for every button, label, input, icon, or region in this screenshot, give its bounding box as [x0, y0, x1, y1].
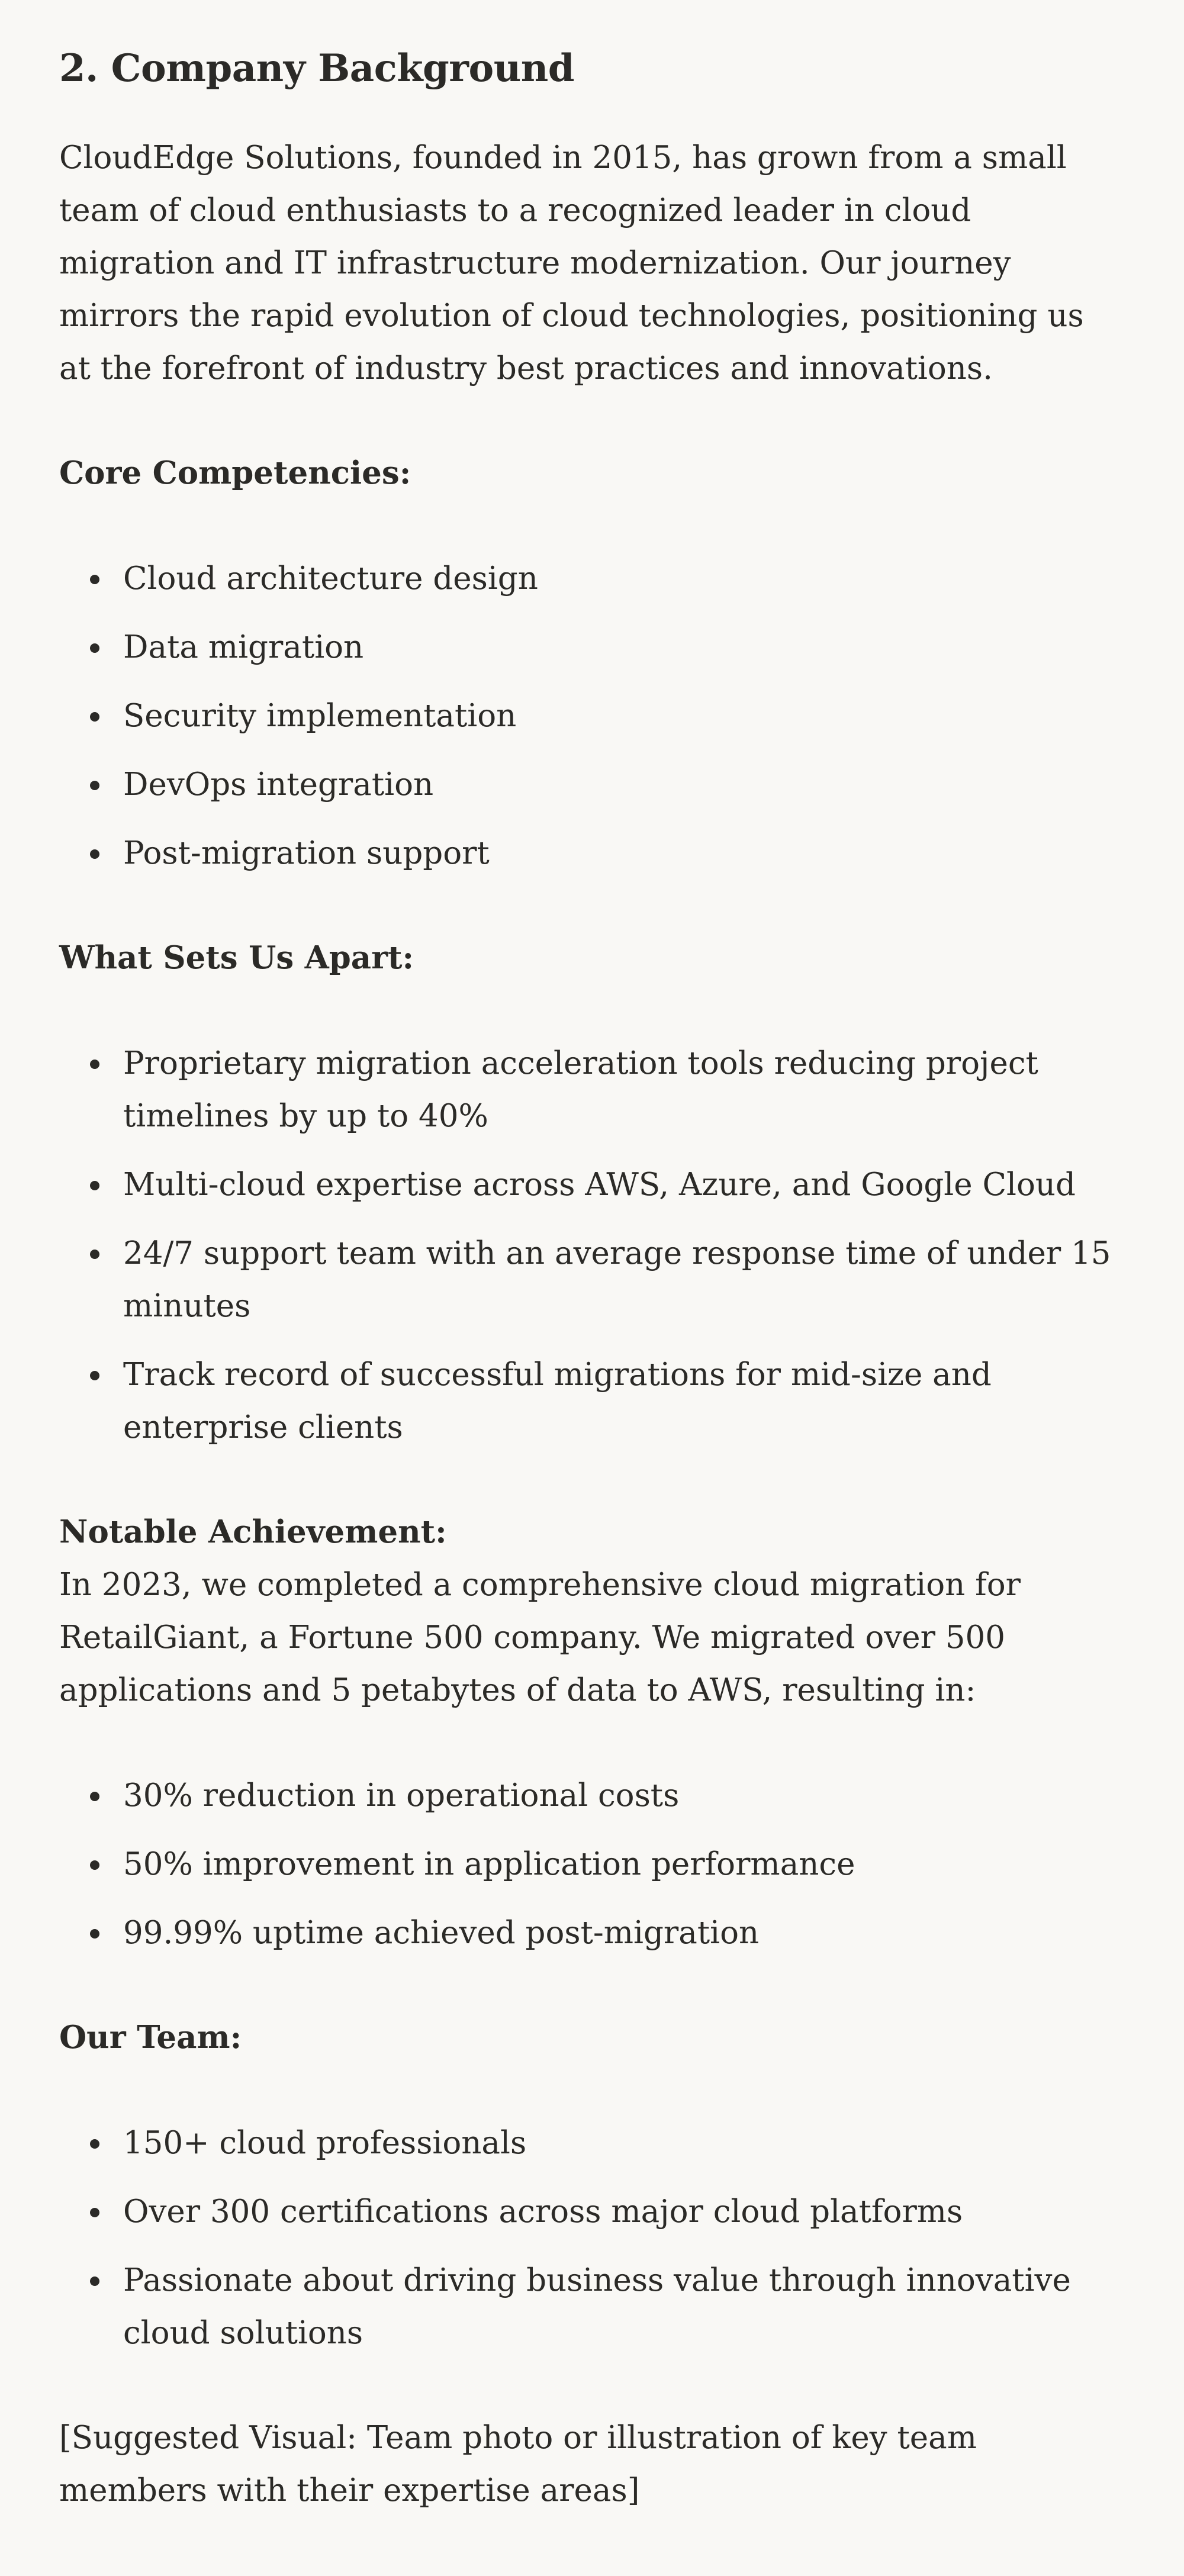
list-item: 24/7 support team with an average response time of under 15 minutes [123, 1227, 1125, 1332]
notable-achievement-results-list [59, 1769, 1125, 1959]
list-item: Multi-cloud expertise across AWS, Azure, and Google Cloud [123, 1158, 1125, 1211]
list-item: Security implementation [123, 690, 1125, 742]
list-item: Post-migration support [123, 827, 1125, 880]
list-item: Passionate about driving business value through innovative cloud solutions [123, 2254, 1125, 2359]
what-sets-us-apart-heading: What Sets Us Apart: [59, 939, 414, 976]
list-item: Proprietary migration acceleration tools reducing project timelines by up to 40% [123, 1037, 1125, 1142]
intro-paragraph: CloudEdge Solutions, founded in 2015, has grown from a small team of cloud enthusiasts to a recognized leader in cloud migration and IT infrastructure modernization. Our journey mirrors the rapid evolution of cloud technologies, positioning us at the forefront of industry best practices and innovations. [59, 140, 1084, 387]
list-item: 99.99% uptime achieved post-migration [123, 1907, 1125, 1959]
suggested-visual-note: [Suggested Visual: Team photo or illustration of key team members with their expertise areas] [59, 2420, 977, 2509]
list-item: Track record of successful migrations for mid-size and enterprise clients [123, 1348, 1125, 1454]
list-item: Over 300 certifications across major cloud platforms [123, 2185, 1125, 2238]
list-item: Cloud architecture design [123, 552, 1125, 605]
notable-achievement-paragraph: In 2023, we completed a comprehensive cloud migration for RetailGiant, a Fortune 500 company. We migrated over 500 applications and 5 petabytes of data to AWS, resulting in: [59, 1567, 1021, 1708]
core-competencies-heading: Core Competencies: [59, 455, 411, 491]
list-item: DevOps integration [123, 758, 1125, 811]
list-item: 50% improvement in application performance [123, 1838, 1125, 1891]
list-item: Data migration [123, 621, 1125, 674]
list-item: 150+ cloud professionals [123, 2117, 1125, 2169]
our-team-list [59, 2117, 1125, 2359]
list-item: 30% reduction in operational costs [123, 1769, 1125, 1822]
our-team-heading: Our Team: [59, 2019, 242, 2056]
what-sets-us-apart-list [59, 1037, 1125, 1454]
section-title: 2. Company Background [59, 46, 574, 91]
core-competencies-list [59, 552, 1125, 880]
notable-achievement-heading: Notable Achievement: [59, 1514, 447, 1550]
